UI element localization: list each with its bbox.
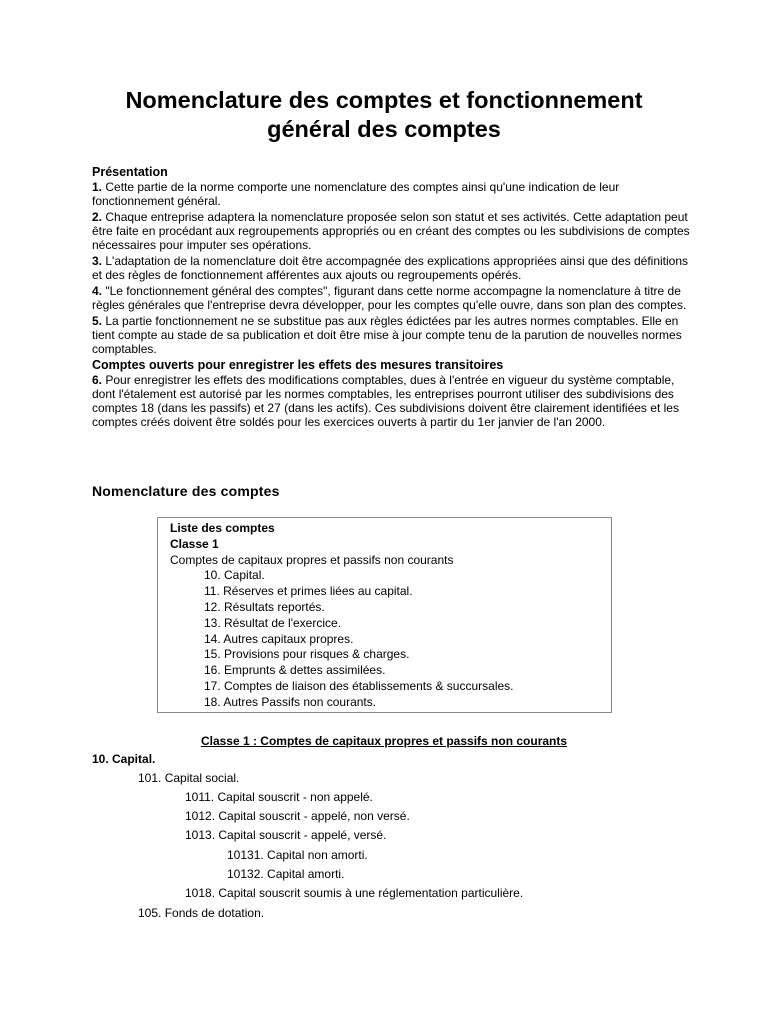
- account-10131: 10131. Capital non amorti.: [227, 848, 368, 862]
- paragraph-1: [92, 180, 692, 208]
- list-item: 13. Résultat de l'exercice.: [204, 615, 342, 630]
- presentation-section: [92, 165, 692, 431]
- list-item: 16. Emprunts & dettes assimilées.: [204, 663, 386, 678]
- paragraph-number: 6.: [92, 373, 103, 387]
- document-title: [60, 86, 708, 144]
- title-line-1: Nomenclature des comptes et fonctionnement: [125, 87, 643, 113]
- accounts-list-box: [157, 517, 612, 713]
- account-10132: 10132. Capital amorti.: [227, 867, 345, 881]
- paragraph-text: L'adaptation de la nomenclature doit être accompagnée des explications appropriées ainsi que des définitions et des règles de fonctionnement afférentes aux ajouts ou regroupements opérés.: [92, 254, 689, 282]
- account-1012: 1012. Capital souscrit - appelé, non versé.: [185, 809, 410, 823]
- paragraph-5: [92, 314, 692, 356]
- list-item: 14. Autres capitaux propres.: [204, 631, 354, 646]
- paragraph-text: Pour enregistrer les effets des modifications comptables, dues à l'entrée en vigueur du système comptable, dont l'étalement est autorisé par les normes comptables, les entreprises pourront utiliser des subdivisions des comptes 18 (dans les passifs) et 27 (dans les actifs). Ces subdivisions doivent être clairement identifiées et les comptes créés doivent être soldés pour les exercices ouverts à partir du 1er janvier de l'an 2000.: [92, 373, 679, 429]
- account-105: 105. Fonds de dotation.: [138, 906, 265, 920]
- paragraph-number: 1.: [92, 180, 103, 194]
- presentation-heading: Présentation: [92, 165, 168, 179]
- box-classe: Classe 1: [170, 536, 219, 551]
- list-item: 10. Capital.: [204, 568, 265, 583]
- transitoires-heading: Comptes ouverts pour enregistrer les effets des mesures transitoires: [92, 358, 504, 372]
- paragraph-text: "Le fonctionnement général des comptes", figurant dans cette norme accompagne la nomenclature à titre de règles générales que l'entreprise devra développer, pour les comptes qu'elle ouvre, dans son plan des comptes.: [92, 284, 687, 312]
- classe-1-title: Classe 1 : Comptes de capitaux propres et passifs non courants: [200, 734, 568, 748]
- paragraph-3: [92, 254, 692, 282]
- box-subtitle: Comptes de capitaux propres et passifs non courants: [170, 552, 454, 567]
- paragraph-2: [92, 210, 692, 252]
- account-1018: 1018. Capital souscrit soumis à une réglementation particulière.: [185, 886, 524, 900]
- paragraph-text: Cette partie de la norme comporte une nomenclature des comptes ainsi qu'une indication de leur fonctionnement général.: [92, 180, 620, 208]
- account-1011: 1011. Capital souscrit - non appelé.: [185, 790, 373, 804]
- paragraph-number: 3.: [92, 254, 103, 268]
- account-101: 101. Capital social.: [138, 771, 240, 785]
- list-item: 17. Comptes de liaison des établissements & succursales.: [204, 678, 514, 693]
- list-item: 12. Résultats reportés.: [204, 599, 325, 614]
- list-item: 15. Provisions pour risques & charges.: [204, 647, 410, 662]
- paragraph-text: Chaque entreprise adaptera la nomenclature proposée selon son statut et ses activités. Cette adaptation peut être faite en procédant aux regroupements appropriés ou en créant des comptes ou les subdivisions de comptes nécessaires pour imputer ses opérations.: [92, 210, 690, 252]
- paragraph-4: [92, 284, 692, 312]
- nomenclature-heading: Nomenclature des comptes: [92, 483, 280, 499]
- box-title: Liste des comptes: [170, 521, 275, 535]
- title-line-2: général des comptes: [267, 116, 501, 142]
- paragraph-text: La partie fonctionnement ne se substitue pas aux règles édictées par les autres normes comptables. Elle en tient compte au stade de sa publication et doit être mise à jour compte tenu de la parution de nouvelles normes comptables.: [92, 314, 682, 356]
- account-10: 10. Capital.: [92, 752, 156, 766]
- paragraph-number: 5.: [92, 314, 103, 328]
- paragraph-number: 4.: [92, 284, 103, 298]
- paragraph-6: [92, 373, 692, 429]
- account-1013: 1013. Capital souscrit - appelé, versé.: [185, 828, 387, 842]
- paragraph-number: 2.: [92, 210, 103, 224]
- list-item: 18. Autres Passifs non courants.: [204, 694, 377, 709]
- list-item: 11. Réserves et primes liées au capital.: [204, 584, 413, 599]
